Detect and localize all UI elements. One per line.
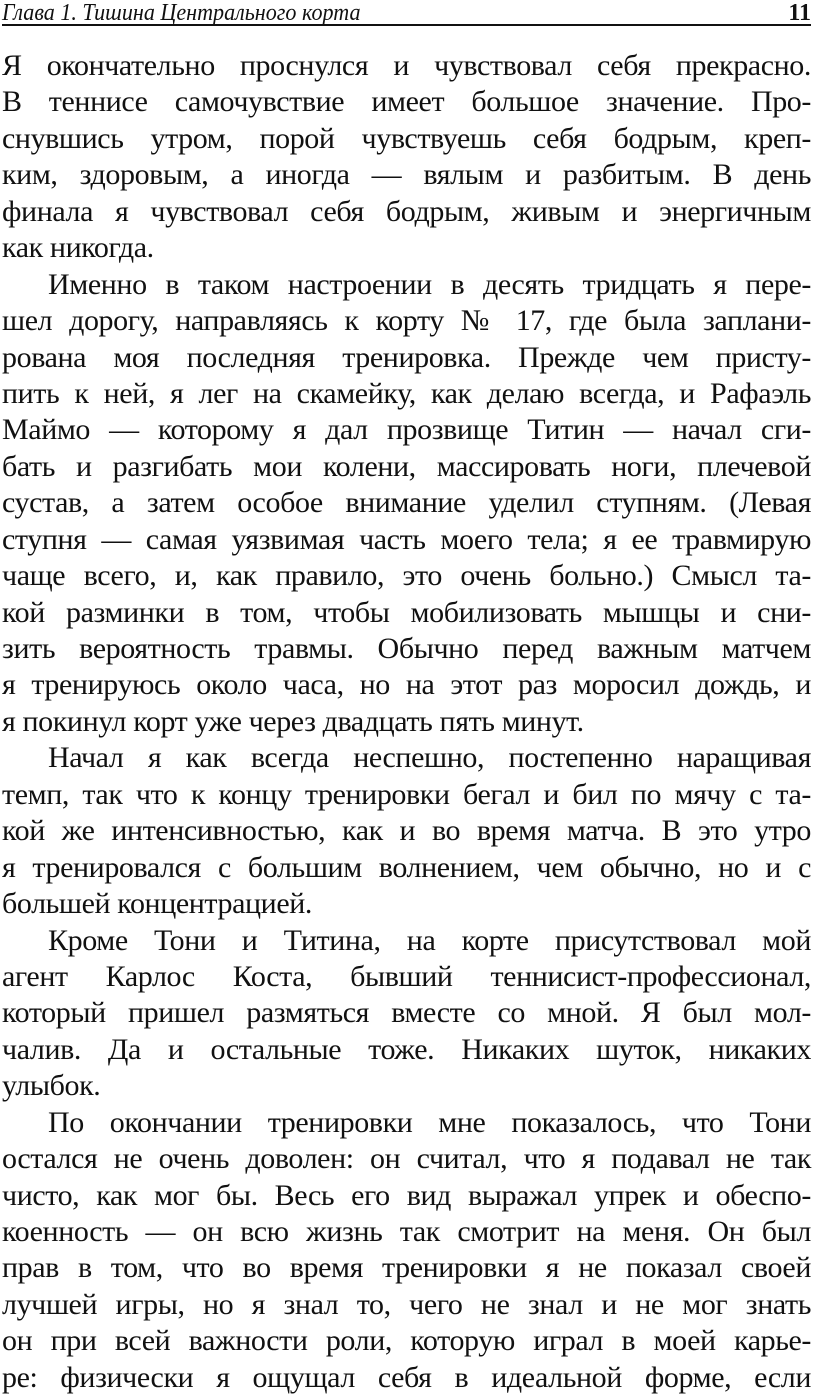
text-line: он при всей важности роли, которую играл в моей карье- — [2, 1324, 811, 1358]
chapter-title: Глава 1. Тишина Центрального корта — [2, 0, 361, 26]
text-line: рована моя последняя тренировка. Прежде чем присту- — [2, 340, 811, 374]
text-line: кой разминки в том, чтобы мобилизовать мышцы и сни- — [2, 595, 811, 629]
text-line: В теннисе самочувствие имеет большое значение. Про- — [2, 85, 811, 119]
running-header — [2, 0, 811, 26]
text-line: как никогда. — [2, 231, 154, 265]
text-line: шел дорогу, направляясь к корту № 17, где была заплани- — [2, 304, 811, 338]
text-line: Маймо — которому я дал прозвище Титин — начал сги- — [2, 413, 811, 447]
text-line: ступня — самая уязвимая часть моего тела; я ее травмирую — [2, 522, 811, 556]
text-line: остался не очень доволен: он считал, что я подавал не так — [2, 1142, 811, 1176]
text-line: коенность — он всю жизнь так смотрит на меня. Он был — [2, 1215, 811, 1248]
text-line: финала я чувствовал себя бодрым, живым и энергичным — [2, 194, 811, 228]
paragraph-first-line: По окончании тренировки мне показалось, что Тони — [48, 1105, 811, 1139]
text-line: бать и разгибать мои колени, массировать ноги, плечевой — [2, 449, 811, 483]
body-text — [2, 48, 811, 1396]
text-line: лучшей игры, но я знал то, чего не знал и не мог знать — [2, 1287, 811, 1321]
text-line: прав в том, что во время тренировки я не показал своей — [2, 1251, 811, 1285]
text-line: Я окончательно проснулся и чувствовал себя прекрасно. — [2, 49, 811, 82]
text-line: чаще всего, и, как правило, это очень больно.) Смысл та- — [2, 559, 811, 593]
text-line: чалив. Да и остальные тоже. Никаких шуток, никаких — [2, 1032, 811, 1066]
text-line: зить вероятность травмы. Обычно перед важным матчем — [2, 632, 811, 665]
text-line: который пришел размяться вместе со мной. Я был мол- — [2, 996, 811, 1030]
text-line: я тренируюсь около часа, но на этот раз моросил дождь, и — [2, 668, 811, 702]
text-line: сустав, а затем особое внимание уделил ступням. (Левая — [2, 486, 811, 520]
paragraph-first-line: Кроме Тони и Титина, на корте присутствовал мой — [48, 923, 811, 957]
text-line: ким, здоровым, а иногда — вялым и разбитым. В день — [2, 158, 811, 192]
text-line: агент Карлос Коста, бывший теннисист-профессионал, — [2, 959, 811, 993]
text-line: кой же интенсивностью, как и во время матча. В это утро — [2, 814, 811, 848]
text-line: я тренировался с большим волнением, чем обычно, но и с — [2, 850, 811, 884]
paragraph-first-line: Именно в таком настроении в десять тридцать я пере- — [48, 267, 811, 301]
text-line: снувшись утром, порой чувствуешь себя бодрым, креп- — [2, 121, 811, 155]
paragraph-first-line: Начал я как всегда неспешно, постепенно наращивая — [48, 741, 811, 775]
text-line: улыбок. — [2, 1069, 101, 1103]
text-line: пить к ней, я лег на скамейку, как делаю всегда, и Рафаэль — [2, 376, 811, 410]
text-line: я покинул корт уже через двадцать пять минут. — [2, 704, 584, 738]
text-line: чисто, как мог бы. Весь его вид выражал упрек и обеспо- — [2, 1178, 811, 1212]
page-number: 11 — [788, 0, 811, 26]
text-line: большей концентрацией. — [2, 887, 312, 921]
text-line: темп, так что к концу тренировки бегал и бил по мячу с та- — [2, 777, 811, 811]
text-line: ре: физически я ощущал себя в идеальной форме, если — [2, 1360, 811, 1394]
